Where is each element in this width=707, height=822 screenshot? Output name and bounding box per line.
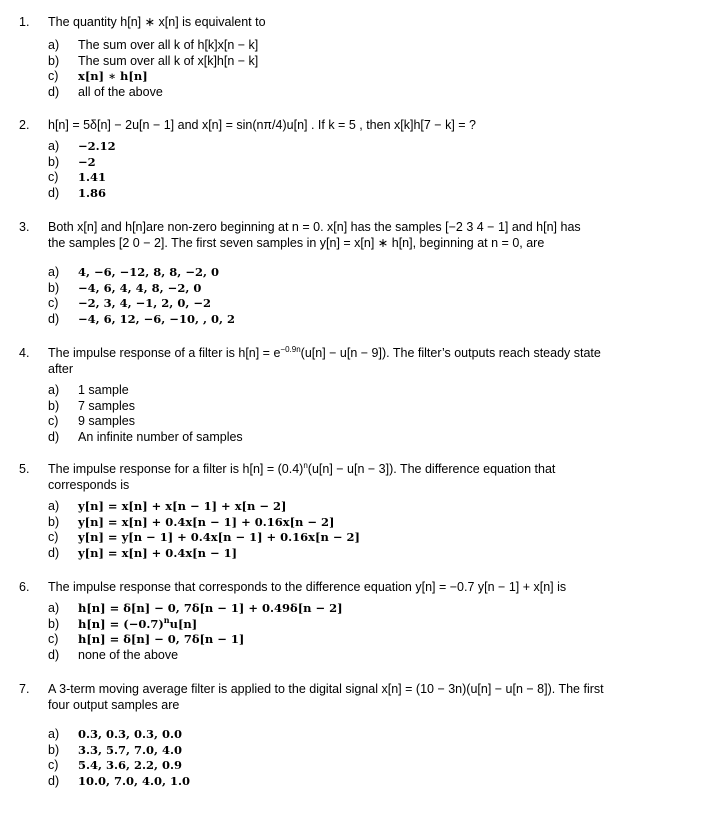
option-d: d) none of the above xyxy=(48,647,179,662)
option-b: b) 3.3, 5.7, 7.0, 4.0 xyxy=(48,742,183,757)
option-c: c) x[n] ∗ h[n] xyxy=(48,69,148,83)
question-stem-line: after xyxy=(48,362,74,376)
option-c: c) 9 samples xyxy=(48,414,135,428)
question-stem xyxy=(48,219,688,251)
option-c: c) h[n] = δ[n] − 0, 7δ[n − 1] xyxy=(48,632,245,646)
option-d: d) 10.0, 7.0, 4.0, 1.0 xyxy=(48,773,191,788)
question-stem-line: The impulse response for a filter is $h[n] = (0.4)^n(u[n] - u[n - 3])$. The difference equation that xyxy=(48,460,556,476)
question-number: 3. xyxy=(19,220,30,234)
option-c: c) 5.4, 3.6, 2.2, 0.9 xyxy=(48,758,183,772)
option-a: a) 0.3, 0.3, 0.3, 0.0 xyxy=(48,727,183,741)
question-stem: h[n] = 5δ[n] − 2u[n − 1] and x[n] = sin(nπ/4)u[n] . If k = 5 , then x[k]h[7 − k] = ? xyxy=(48,118,476,132)
options-list xyxy=(48,499,688,561)
options-list xyxy=(48,38,688,100)
question-stem: The impulse response that corresponds to the difference equation y[n] = −0.7 y[n − 1] + x[n] is xyxy=(48,580,567,594)
option-d: d) −4, 6, 12, −6, −10, , 0, 2 xyxy=(48,311,235,326)
option-c: c) y[n] = y[n − 1] + 0.4x[n − 1] + 0.16x[n − 2] xyxy=(48,530,360,544)
options-list xyxy=(48,265,688,327)
question-number: 1. xyxy=(19,15,30,29)
option-c: c) 1.41 xyxy=(48,170,107,184)
option-d: d) 1.86 xyxy=(48,185,107,200)
option-b: b) y[n] = x[n] + 0.4x[n − 1] + 0.16x[n − 2] xyxy=(48,514,335,529)
question-stem-line: corresponds is xyxy=(48,478,130,492)
option-b: b) $h[n] = (-0.7)^nu[n]$ xyxy=(48,614,198,631)
option-d: d) An infinite number of samples xyxy=(48,429,243,444)
question-number: 5. xyxy=(19,462,30,476)
question-number: 7. xyxy=(19,682,30,696)
question-stem-line: four output samples are xyxy=(48,698,180,712)
option-a: a) 1 sample xyxy=(48,383,129,397)
question-stem: The quantity h[n] ∗ x[n] is equivalent to xyxy=(48,15,266,29)
option-a: a) y[n] = x[n] + x[n − 1] + x[n − 2] xyxy=(48,499,287,513)
option-d: d) y[n] = x[n] + 0.4x[n − 1] xyxy=(48,545,238,560)
question-stem-line: the samples [2 0 − 2]. The first seven samples in y[n] = x[n] ∗ h[n], beginning at n = 0, are xyxy=(48,236,545,250)
option-b: b) −4, 6, 4, 4, 8, −2, 0 xyxy=(48,280,202,295)
option-b: b) 7 samples xyxy=(48,398,135,413)
option-a: a) The sum over all k of h[k]x[n − k] xyxy=(48,38,259,52)
question-stem-line: A 3-term moving average filter is applied to the digital signal x[n] = (10 − 3n)(u[n] − u[n − 8]). The first xyxy=(48,682,604,696)
option-d: d) all of the above xyxy=(48,84,163,99)
option-c: c) −2, 3, 4, −1, 2, 0, −2 xyxy=(48,296,211,310)
question-number: 2. xyxy=(19,118,30,132)
options-list xyxy=(48,139,688,201)
question-number: 6. xyxy=(19,580,30,594)
question-stem-line: The impulse response of a filter is $h[n] = e^{-0.9n}(u[n] - u[n - 9])$. The filter’s outputs reach steady state xyxy=(48,344,601,360)
option-a: a) 4, −6, −12, 8, 8, −2, 0 xyxy=(48,265,219,279)
question-number: 4. xyxy=(19,346,30,360)
question-stem xyxy=(48,461,688,493)
option-a: a) h[n] = δ[n] − 0, 7δ[n − 1] + 0.49δ[n − 2] xyxy=(48,601,343,615)
option-b: b) −2 xyxy=(48,154,96,169)
question-stem xyxy=(48,345,688,377)
option-b: b) The sum over all k of x[k]h[n − k] xyxy=(48,53,259,68)
options-list xyxy=(48,383,688,445)
question-stem-line: Both x[n] and h[n]are non-zero beginning at n = 0. x[n] has the samples [−2 3 4 − 1] and h[n] has xyxy=(48,220,581,234)
options-list xyxy=(48,727,688,789)
question-stem xyxy=(48,681,688,713)
options-list xyxy=(48,601,688,663)
option-a: a) −2.12 xyxy=(48,139,116,153)
